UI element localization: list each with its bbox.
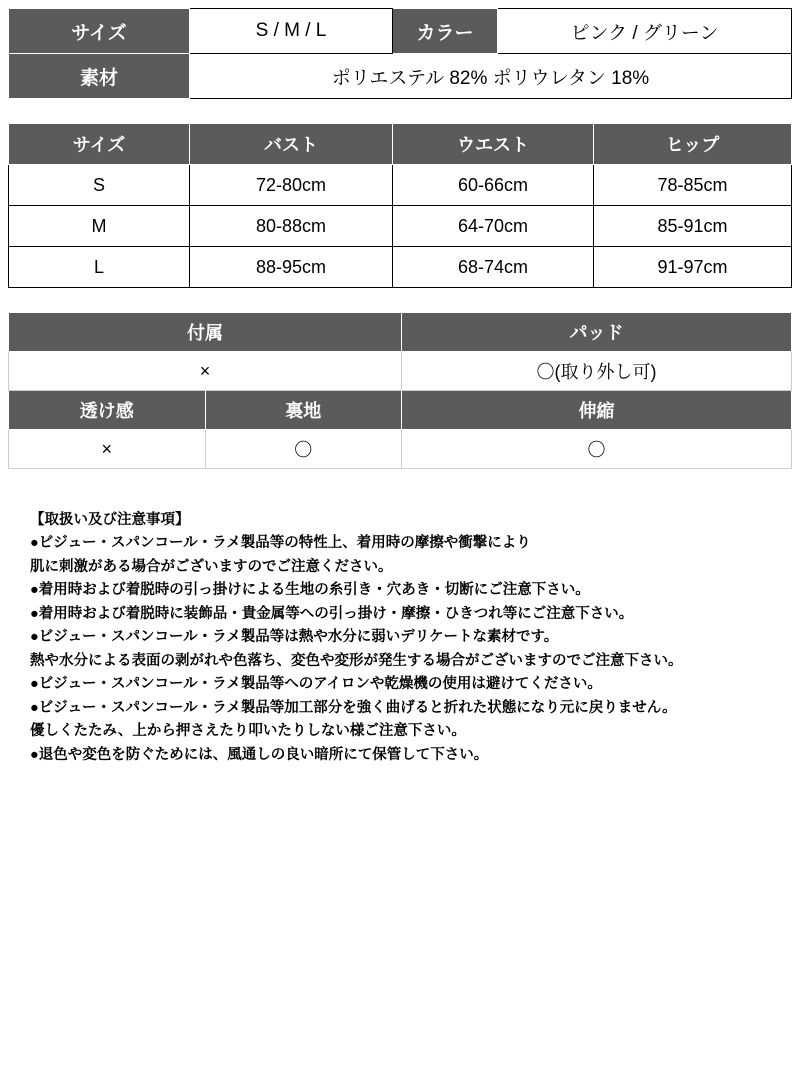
care-notes-title: 【取扱い及び注意事項】 bbox=[30, 512, 190, 528]
table-header-row bbox=[9, 391, 792, 430]
care-note-line: 肌に刺激がある場合がございますのでご注意ください。 bbox=[30, 558, 393, 575]
care-notes bbox=[8, 509, 792, 767]
material-table bbox=[8, 8, 792, 99]
material-fabric-label: 素材 bbox=[9, 54, 190, 99]
table-header-row bbox=[9, 124, 792, 165]
table-row bbox=[9, 206, 792, 247]
material-size-label: サイズ bbox=[9, 9, 190, 54]
spacer bbox=[8, 288, 792, 312]
table-row bbox=[9, 54, 792, 99]
table-row bbox=[9, 165, 792, 206]
size-chart-cell: 91-97cm bbox=[594, 247, 792, 288]
size-chart-cell: 64-70cm bbox=[393, 206, 594, 247]
attr-pad-label: パッド bbox=[402, 313, 792, 352]
table-row bbox=[9, 352, 792, 391]
attr-lining-value: 〇 bbox=[205, 430, 402, 469]
size-chart-header-waist: ウエスト bbox=[393, 124, 594, 165]
spacer bbox=[8, 99, 792, 123]
table-row bbox=[9, 9, 792, 54]
attributes-table bbox=[8, 312, 792, 469]
size-chart-cell: 85-91cm bbox=[594, 206, 792, 247]
attr-sheer-value: × bbox=[9, 430, 206, 469]
care-note-line: 熱や水分による表面の剥がれや色落ち、変色や変形が発生する場合がございますのでご注意下さい。 bbox=[30, 652, 683, 669]
size-chart-cell: 88-95cm bbox=[190, 247, 393, 288]
attr-accessory-label: 付属 bbox=[9, 313, 402, 352]
material-color-label: カラー bbox=[393, 9, 498, 54]
attr-stretch-label: 伸縮 bbox=[402, 391, 792, 430]
table-row bbox=[9, 430, 792, 469]
size-chart-cell: 72-80cm bbox=[190, 165, 393, 206]
size-chart-cell: M bbox=[9, 206, 190, 247]
table-row bbox=[9, 247, 792, 288]
size-chart-cell: 80-88cm bbox=[190, 206, 393, 247]
care-note-line: ●ビジュー・スパンコール・ラメ製品等の特性上、着用時の摩擦や衝撃により bbox=[30, 535, 531, 552]
size-chart-header-size: サイズ bbox=[9, 124, 190, 165]
attr-lining-label: 裏地 bbox=[205, 391, 402, 430]
size-chart-header-bust: バスト bbox=[190, 124, 393, 165]
material-fabric-value: ポリエステル 82% ポリウレタン 18% bbox=[190, 54, 792, 99]
size-chart-header-hip: ヒップ bbox=[594, 124, 792, 165]
care-note-line: ●着用時および着脱時の引っ掛けによる生地の糸引き・穴あき・切断にご注意下さい。 bbox=[30, 582, 590, 599]
care-note-line: ●ビジュー・スパンコール・ラメ製品等加工部分を強く曲げると折れた状態になり元に戻りません。 bbox=[30, 699, 677, 716]
care-note-line: ●着用時および着脱時に装飾品・貴金属等への引っ掛け・摩擦・ひきつれ等にご注意下さい。 bbox=[30, 605, 634, 622]
table-header-row bbox=[9, 313, 792, 352]
material-size-value: S / M / L bbox=[190, 9, 393, 54]
size-chart-cell: 78-85cm bbox=[594, 165, 792, 206]
size-chart-cell: 60-66cm bbox=[393, 165, 594, 206]
care-note-line: ●退色や変色を防ぐためには、風通しの良い暗所にて保管して下さい。 bbox=[30, 746, 489, 763]
attr-pad-value: 〇(取り外し可) bbox=[402, 352, 792, 391]
care-note-line: ●ビジュー・スパンコール・ラメ製品等へのアイロンや乾燥機の使用は避けてください。 bbox=[30, 676, 602, 693]
size-chart-table bbox=[8, 123, 792, 288]
size-chart-cell: 68-74cm bbox=[393, 247, 594, 288]
attr-stretch-value: 〇 bbox=[402, 430, 792, 469]
size-chart-cell: L bbox=[9, 247, 190, 288]
size-chart-cell: S bbox=[9, 165, 190, 206]
attr-accessory-value: × bbox=[9, 352, 402, 391]
care-note-line: 優しくたたみ、上から押さえたり叩いたりしない様ご注意下さい。 bbox=[30, 723, 466, 740]
material-color-value: ピンク / グリーン bbox=[498, 9, 792, 54]
attr-sheer-label: 透け感 bbox=[9, 391, 206, 430]
care-note-line: ●ビジュー・スパンコール・ラメ製品等は熱や水分に弱いデリケートな素材です。 bbox=[30, 629, 559, 646]
